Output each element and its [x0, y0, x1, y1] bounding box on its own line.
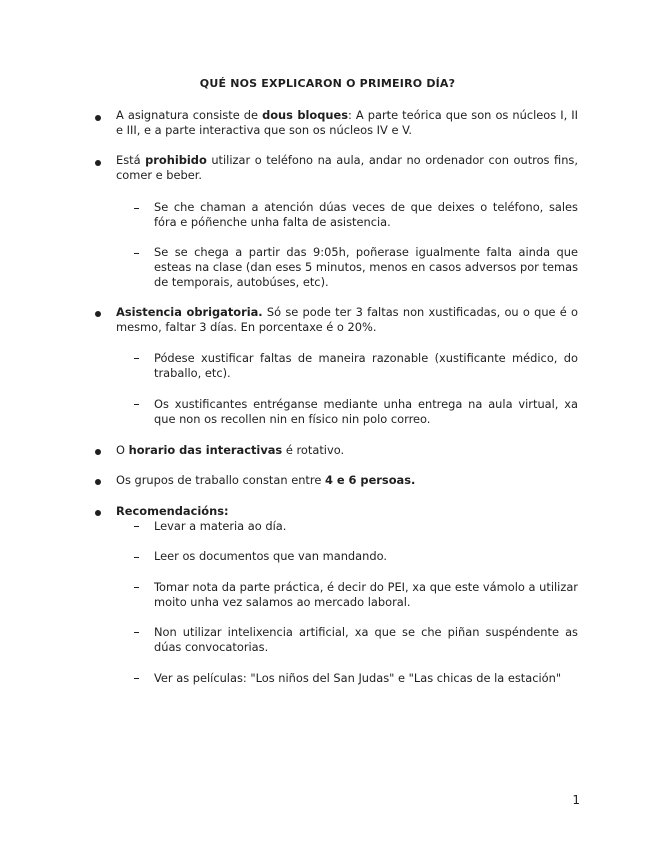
sub-item-materia: Levar a materia ao día. [154, 519, 287, 533]
sub-item-xustificantes: Os xustificantes entréganse mediante unha entrega na aula virtual, xa que non os recollen nin en físico nin polo correo. [154, 397, 578, 426]
page-number: 1 [572, 793, 580, 807]
dash-icon [134, 587, 139, 588]
dash-icon [134, 678, 139, 679]
sub-item-xustificar: Pódese xustificar faltas de maneira razonable (xustificante médico, do traballo, etc). [154, 351, 578, 380]
dash-icon [134, 208, 139, 209]
bullet-icon [95, 311, 101, 317]
page-title: QUÉ NOS EXPLICARON O PRIMEIRO DÍA? [199, 77, 456, 90]
dash-icon [134, 253, 139, 254]
list-item-prohibido: Está prohibido utilizar o teléfono na aula, andar no ordenador con outros fins, comer e beber. [116, 153, 578, 182]
bullet-icon [95, 479, 101, 485]
bullet-icon [95, 449, 101, 455]
list-item-bloques: A asignatura consiste de dous bloques: A parte teórica que son os núcleos I, II e III, e a parte interactiva que son os núcleos IV e V. [116, 108, 578, 137]
sub-item-ia: Non utilizar intelixencia artificial, xa que se che piñan suspéndente as dúas convocatorias. [154, 625, 578, 654]
bullet-icon [95, 160, 101, 166]
sub-item-peliculas: Ver as películas: "Los niños del San Judas" e "Las chicas de la estación" [154, 671, 562, 685]
bullet-icon [95, 115, 101, 121]
dash-icon [134, 358, 139, 359]
list-item-grupos: Os grupos de traballo constan entre 4 e 6 persoas. [116, 473, 416, 487]
bullet-icon [95, 510, 101, 516]
list-item-recomendacions: Recomendacións: [116, 504, 229, 518]
sub-item-documentos: Leer os documentos que van mandando. [154, 549, 387, 563]
sub-item-retraso: Se se chega a partir das 9:05h, poñerase igualmente falta ainda que esteas na clase (dan eses 5 minutos, menos en casos adversos por temas de temporais, autobúses, etc). [154, 245, 578, 289]
sub-item-telefono: Se che chaman a atención dúas veces de que deixes o teléfono, sales fóra e póñenche unha falta de asistencia. [154, 200, 578, 229]
sub-item-pei: Tomar nota da parte práctica, é decir do PEI, xa que este vámolo a utilizar moito unha vez salamos ao mercado laboral. [154, 580, 578, 609]
list-item-horario: O horario das interactivas é rotativo. [116, 443, 345, 457]
list-item-asistencia: Asistencia obrigatoria. Só se pode ter 3 faltas non xustificadas, ou o que é o mesmo, faltar 3 días. En porcentaxe é o 20%. [116, 305, 579, 334]
dash-icon [134, 632, 139, 633]
dash-icon [134, 404, 139, 405]
dash-icon [134, 526, 139, 527]
dash-icon [134, 557, 139, 558]
